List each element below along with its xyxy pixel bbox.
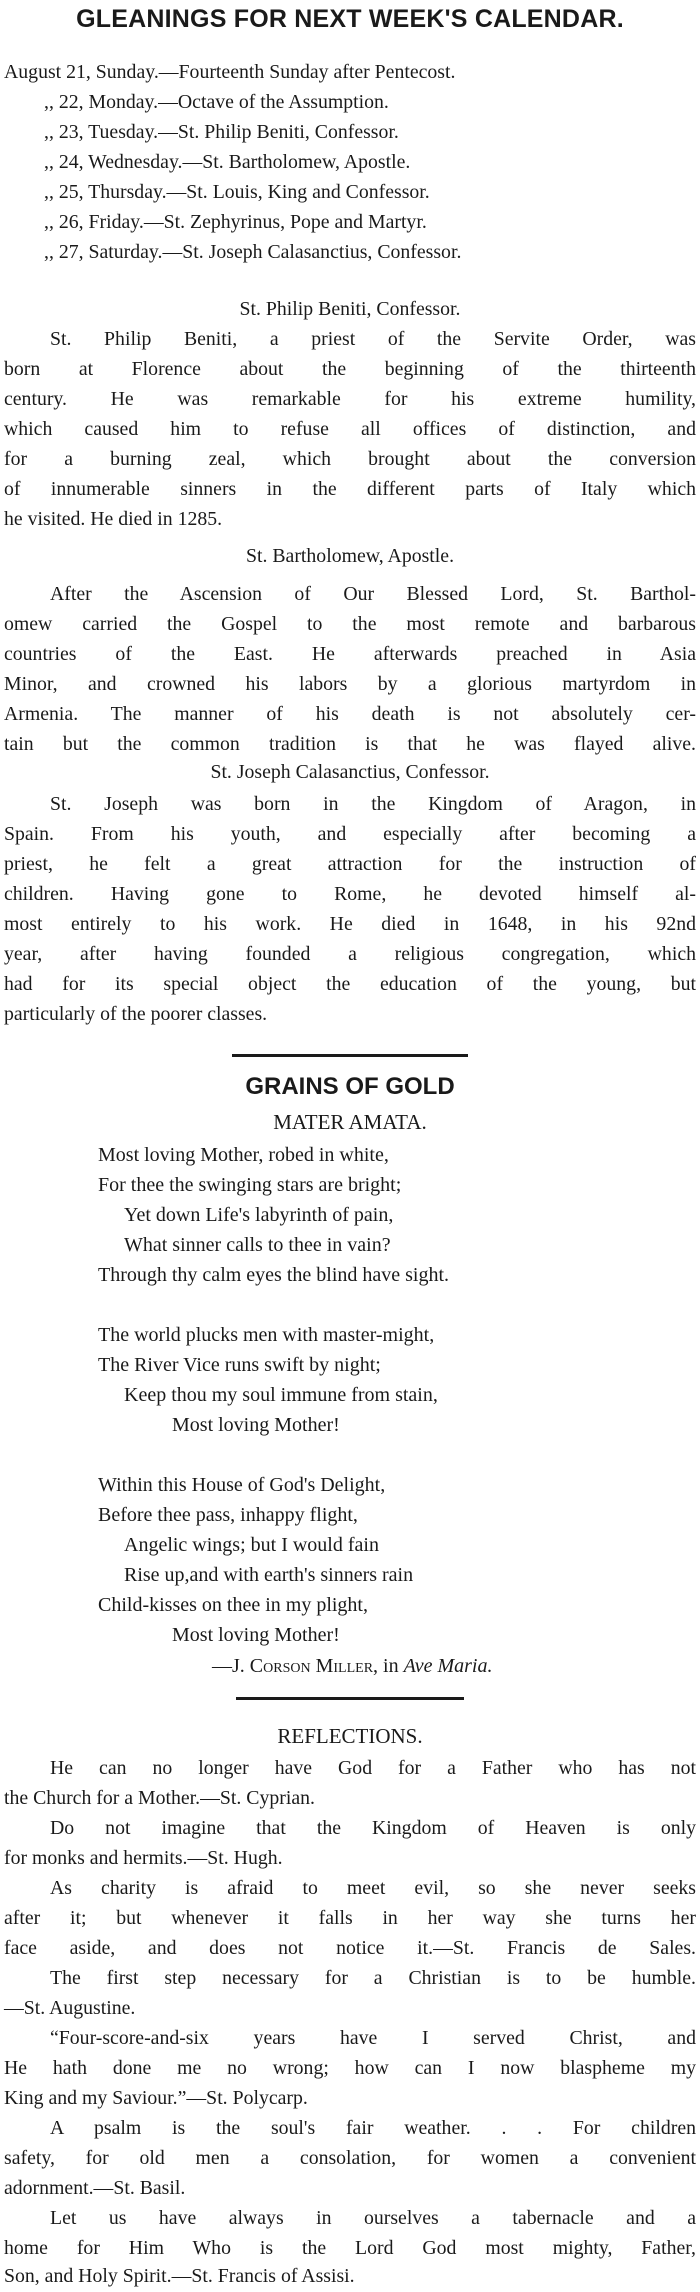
- paragraph-line: Armenia. The manner of his death is not absolutely cer-: [4, 703, 696, 725]
- poem-line: Keep thou my soul immune from stain,: [124, 1384, 438, 1406]
- reflection-line: after it; but whenever it falls in her way she turns her: [4, 1907, 696, 1929]
- saint-heading: St. Philip Beniti, Confessor.: [239, 298, 461, 320]
- calendar-entry: ,, 23, Tuesday.—St. Philip Beniti, Confessor.: [44, 121, 399, 143]
- reflection-line: for monks and hermits.—St. Hugh.: [4, 1847, 283, 1869]
- paragraph-line: Minor, and crowned his labors by a glorious martyrdom in: [4, 673, 696, 695]
- paragraph-line: particularly of the poorer classes.: [4, 1003, 268, 1025]
- reflection-line: Do not imagine that the Kingdom of Heaven is only: [50, 1817, 696, 1839]
- paragraph-line: which caused him to refuse all offices of distinction, and: [4, 418, 696, 440]
- paragraph-line: omew carried the Gospel to the most remote and barbarous: [4, 613, 696, 635]
- calendar-entry: ,, 22, Monday.—Octave of the Assumption.: [44, 91, 389, 113]
- section-title: GRAINS OF GOLD: [245, 1073, 455, 1100]
- poem-line: Angelic wings; but I would fain: [124, 1534, 379, 1556]
- poem-line: For thee the swinging stars are bright;: [98, 1174, 402, 1196]
- paragraph-line: for a burning zeal, which brought about the conversion: [4, 448, 696, 470]
- attribution-dash: —J.: [212, 1655, 250, 1677]
- reflections-title: REFLECTIONS.: [277, 1724, 423, 1748]
- paragraph-line: he visited. He died in 1285.: [4, 508, 223, 530]
- reflection-line: face aside, and does not notice it.—St. Francis de Sales.: [4, 1937, 696, 1959]
- poem-line: Most loving Mother!: [172, 1624, 340, 1646]
- paragraph-line: children. Having gone to Rome, he devoted himself al-: [4, 883, 696, 905]
- calendar-title: GLEANINGS FOR NEXT WEEK'S CALENDAR.: [76, 5, 624, 33]
- paragraph-line: had for its special object the education of the young, but: [4, 973, 696, 995]
- paragraph-line: After the Ascension of Our Blessed Lord, St. Barthol-: [50, 583, 696, 605]
- poem-line: What sinner calls to thee in vain?: [124, 1234, 391, 1256]
- poem-line: Through thy calm eyes the blind have sight.: [98, 1264, 450, 1286]
- reflection-line: home for Him Who is the Lord God most mighty, Father,: [4, 2237, 696, 2259]
- attribution-in: , in: [373, 1655, 404, 1677]
- poem-line: Most loving Mother!: [172, 1414, 340, 1436]
- poem-line: The River Vice runs swift by night;: [98, 1354, 381, 1376]
- section-divider: [236, 1697, 464, 1700]
- calendar-entry: ,, 25, Thursday.—St. Louis, King and Confessor.: [44, 181, 430, 203]
- poem-line: The world plucks men with master-might,: [98, 1324, 435, 1346]
- paragraph-line: year, after having founded a religious congregation, which: [4, 943, 696, 965]
- paragraph-line: tain but the common tradition is that he was flayed alive.: [4, 733, 696, 755]
- calendar-entry: ,, 27, Saturday.—St. Joseph Calasanctius, Confessor.: [44, 241, 462, 263]
- attribution-author: Corson Miller: [249, 1655, 374, 1677]
- poem-line: Most loving Mother, robed in white,: [98, 1144, 389, 1166]
- poem-line: Child-kisses on thee in my plight,: [98, 1594, 368, 1616]
- reflection-line: adornment.—St. Basil.: [4, 2177, 186, 2199]
- reflection-line: A psalm is the soul's fair weather. . . For children: [50, 2117, 696, 2139]
- section-divider: [232, 1054, 468, 1057]
- reflection-line: Let us have always in ourselves a tabernacle and a: [50, 2207, 696, 2229]
- reflection-line: As charity is afraid to meet evil, so she never seeks: [50, 1877, 696, 1899]
- reflection-line: the Church for a Mother.—St. Cyprian.: [4, 1787, 315, 1809]
- paragraph-line: priest, he felt a great attraction for the instruction of: [4, 853, 696, 875]
- poem-line: Yet down Life's labyrinth of pain,: [124, 1204, 394, 1226]
- paragraph-line: Spain. From his youth, and especially after becoming a: [4, 823, 696, 845]
- poem-line: Rise up,and with earth's sinners rain: [124, 1564, 414, 1586]
- saint-heading: St. Bartholomew, Apostle.: [245, 545, 455, 567]
- reflection-line: The first step necessary for a Christian is to be humble.: [50, 1967, 696, 1989]
- reflection-line: King and my Saviour.”—St. Polycarp.: [4, 2087, 308, 2109]
- poem-attribution: [212, 1651, 492, 1681]
- reflection-line: He can no longer have God for a Father who has not: [50, 1757, 696, 1779]
- reflection-line: safety, for old men a consolation, for women a convenient: [4, 2147, 696, 2169]
- reflection-line: He hath done me no wrong; how can I now blaspheme my: [4, 2057, 696, 2079]
- attribution-source: Ave Maria.: [403, 1655, 493, 1677]
- paragraph-line: born at Florence about the beginning of the thirteenth: [4, 358, 696, 380]
- poem-title: MATER AMATA.: [273, 1110, 427, 1134]
- paragraph-line: countries of the East. He afterwards preached in Asia: [4, 643, 696, 665]
- reflection-line: Son, and Holy Spirit.—St. Francis of Assisi.: [4, 2265, 355, 2287]
- poem-line: Before thee pass, inhappy flight,: [98, 1504, 358, 1526]
- reflection-line: “Four-score-and-six years have I served Christ, and: [50, 2027, 696, 2049]
- calendar-entry: August 21, Sunday.—Fourteenth Sunday after Pentecost.: [4, 61, 456, 83]
- paragraph-line: of innumerable sinners in the different parts of Italy which: [4, 478, 696, 500]
- calendar-entry: ,, 26, Friday.—St. Zephyrinus, Pope and Martyr.: [44, 211, 427, 233]
- paragraph-line: St. Philip Beniti, a priest of the Servite Order, was: [50, 328, 696, 350]
- reflection-line: —St. Augustine.: [4, 1997, 136, 2019]
- paragraph-line: St. Joseph was born in the Kingdom of Aragon, in: [50, 793, 696, 815]
- paragraph-line: century. He was remarkable for his extreme humility,: [4, 388, 696, 410]
- calendar-entry: ,, 24, Wednesday.—St. Bartholomew, Apostle.: [44, 151, 411, 173]
- poem-line: Within this House of God's Delight,: [98, 1474, 386, 1496]
- saint-heading: St. Joseph Calasanctius, Confessor.: [210, 761, 490, 783]
- paragraph-line: most entirely to his work. He died in 1648, in his 92nd: [4, 913, 696, 935]
